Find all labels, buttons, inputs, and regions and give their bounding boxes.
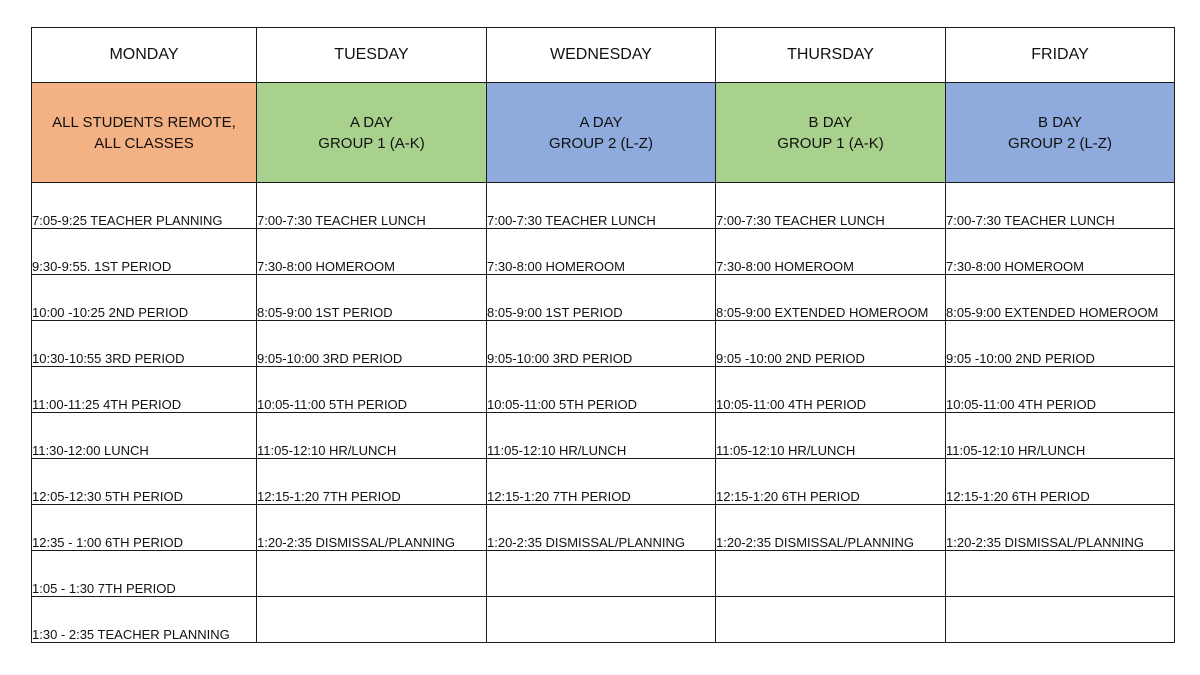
schedule-cell-tuesday [257,551,487,597]
schedule-cell-tuesday [257,229,487,275]
schedule-cell-thursday [716,367,946,413]
schedule-entry: 8:05-9:00 1ST PERIOD [257,305,393,320]
schedule-cell-thursday [716,505,946,551]
day-header-friday: FRIDAY [946,28,1175,83]
schedule-cell-tuesday [257,275,487,321]
schedule-cell-monday [32,321,257,367]
group-cell-tuesday [257,83,487,183]
group-line-1: B DAY [808,113,853,131]
schedule-cell-wednesday [487,229,716,275]
schedule-entry: 12:35 - 1:00 6TH PERIOD [32,535,184,550]
group-cell-thursday [716,83,946,183]
schedule-cell-monday [32,413,257,459]
schedule-row [32,505,1175,551]
schedule-cell-thursday [716,229,946,275]
schedule-row [32,183,1175,229]
group-cell-friday [946,83,1175,183]
schedule-entry: 9:05-10:00 3RD PERIOD [487,351,633,366]
group-line-1: A DAY [579,113,623,131]
schedule-entry: 1:20-2:35 DISMISSAL/PLANNING [716,535,914,550]
schedule-entry: 10:05-11:00 4TH PERIOD [716,397,867,412]
schedule-entry: 7:30-8:00 HOMEROOM [257,259,395,274]
schedule-entry: 7:05-9:25 TEACHER PLANNING [32,213,223,228]
schedule-cell-thursday [716,459,946,505]
schedule-entry: 8:05-9:00 EXTENDED HOMEROOM [946,305,1159,320]
schedule-cell-monday [32,183,257,229]
schedule-entry: 11:30-12:00 LUNCH [32,443,149,458]
schedule-cell-friday [946,321,1175,367]
schedule-row [32,597,1175,643]
day-header-tuesday: TUESDAY [257,28,487,83]
schedule-entry: 12:05-12:30 5TH PERIOD [32,489,184,504]
schedule-cell-friday [946,551,1175,597]
schedule-entry: 10:30-10:55 3RD PERIOD [32,351,185,366]
schedule-row [32,275,1175,321]
schedule-entry: 1:20-2:35 DISMISSAL/PLANNING [257,535,455,550]
schedule-row [32,367,1175,413]
day-header-monday: MONDAY [32,28,257,83]
schedule-entry: 12:15-1:20 6TH PERIOD [716,489,860,504]
schedule-cell-friday [946,505,1175,551]
schedule-cell-wednesday [487,367,716,413]
schedule-entry: 11:05-12:10 HR/LUNCH [487,443,627,458]
schedule-cell-tuesday [257,505,487,551]
schedule-cell-tuesday [257,413,487,459]
day-header-wednesday: WEDNESDAY [487,28,716,83]
schedule-entry: 7:30-8:00 HOMEROOM [487,259,625,274]
schedule-entry: 7:00-7:30 TEACHER LUNCH [257,213,426,228]
schedule-cell-tuesday [257,459,487,505]
schedule-entry: 7:00-7:30 TEACHER LUNCH [487,213,656,228]
schedule-cell-wednesday [487,505,716,551]
schedule-entry: 7:30-8:00 HOMEROOM [946,259,1084,274]
schedule-entry: 10:05-11:00 5TH PERIOD [487,397,638,412]
schedule-cell-monday [32,505,257,551]
schedule-entry: 10:00 -10:25 2ND PERIOD [32,305,189,320]
schedule-cell-friday [946,597,1175,643]
schedule-cell-friday [946,275,1175,321]
schedule-cell-monday [32,367,257,413]
schedule-cell-friday [946,459,1175,505]
schedule-cell-monday [32,551,257,597]
schedule-cell-monday [32,229,257,275]
schedule-entry: 1:20-2:35 DISMISSAL/PLANNING [487,535,685,550]
schedule-entry: 10:05-11:00 5TH PERIOD [257,397,408,412]
schedule-entry: 7:00-7:30 TEACHER LUNCH [716,213,885,228]
day-header-row [32,28,1175,83]
group-line-1: A DAY [349,113,394,131]
schedule-table [31,27,1175,643]
schedule-row [32,229,1175,275]
schedule-cell-thursday [716,321,946,367]
schedule-cell-thursday [716,183,946,229]
schedule-entry: 10:05-11:00 4TH PERIOD [946,397,1097,412]
schedule-entry: 8:05-9:00 EXTENDED HOMEROOM [716,305,929,320]
group-line-2: GROUP 2 (L-Z) [549,134,653,152]
schedule-cell-thursday [716,413,946,459]
schedule-cell-wednesday [487,551,716,597]
schedule-entry: 9:05-10:00 3RD PERIOD [257,351,403,366]
group-line-2: GROUP 1 (A-K) [777,134,884,152]
schedule-entry: 7:30-8:00 HOMEROOM [716,259,854,274]
group-line-1: B DAY [1038,113,1082,131]
schedule-cell-tuesday [257,183,487,229]
group-line-2: GROUP 2 (L-Z) [1008,134,1112,152]
schedule-cell-wednesday [487,321,716,367]
schedule-cell-wednesday [487,597,716,643]
schedule-cell-wednesday [487,413,716,459]
schedule-cell-tuesday [257,321,487,367]
group-line-1: ALL STUDENTS REMOTE, [52,113,236,131]
schedule-entry: 9:30-9:55. 1ST PERIOD [32,259,172,274]
schedule-entry: 11:05-12:10 HR/LUNCH [946,443,1086,458]
schedule-entry: 11:00-11:25 4TH PERIOD [32,397,182,412]
schedule-entry: 1:20-2:35 DISMISSAL/PLANNING [946,535,1144,550]
schedule-entry: 12:15-1:20 6TH PERIOD [946,489,1090,504]
schedule-entry: 11:05-12:10 HR/LUNCH [257,443,397,458]
schedule-cell-tuesday [257,367,487,413]
schedule-entry: 12:15-1:20 7TH PERIOD [257,489,401,504]
schedule-cell-monday [32,275,257,321]
group-cell-wednesday [487,83,716,183]
schedule-entry: 8:05-9:00 1ST PERIOD [487,305,623,320]
group-row [32,83,1175,183]
schedule-row [32,551,1175,597]
schedule-cell-monday [32,597,257,643]
schedule-cell-thursday [716,275,946,321]
schedule-row [32,321,1175,367]
schedule-entry: 1:30 - 2:35 TEACHER PLANNING [32,627,230,642]
schedule-row [32,413,1175,459]
schedule-cell-friday [946,413,1175,459]
schedule-entry: 12:15-1:20 7TH PERIOD [487,489,631,504]
schedule-cell-wednesday [487,183,716,229]
schedule-cell-friday [946,367,1175,413]
schedule-entry: 9:05 -10:00 2ND PERIOD [716,351,865,366]
group-line-2: ALL CLASSES [94,134,194,152]
schedule-cell-tuesday [257,597,487,643]
schedule-entry: 9:05 -10:00 2ND PERIOD [946,351,1095,366]
schedule-cell-thursday [716,597,946,643]
group-cell-monday [32,83,257,183]
group-line-2: GROUP 1 (A-K) [318,134,425,152]
schedule-row [32,459,1175,505]
schedule-entry: 7:00-7:30 TEACHER LUNCH [946,213,1115,228]
schedule-cell-monday [32,459,257,505]
schedule-cell-friday [946,229,1175,275]
schedule-cell-wednesday [487,459,716,505]
schedule-entry: 11:05-12:10 HR/LUNCH [716,443,856,458]
day-header-thursday: THURSDAY [716,28,946,83]
schedule-entry: 1:05 - 1:30 7TH PERIOD [32,581,176,596]
schedule-cell-wednesday [487,275,716,321]
schedule-cell-thursday [716,551,946,597]
schedule-cell-friday [946,183,1175,229]
